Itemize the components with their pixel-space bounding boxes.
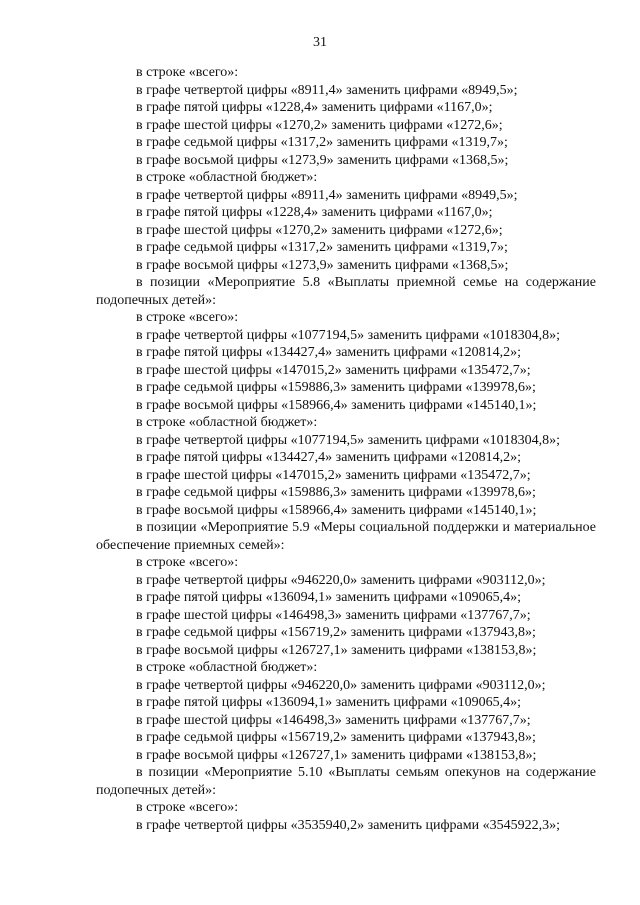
paragraph-line: в графе пятой цифры «134427,4» заменить цифрами «120814,2»; xyxy=(136,450,521,465)
paragraph-line: в графе шестой цифры «1270,2» заменить цифрами «1272,6»; xyxy=(136,117,503,133)
paragraph-line: в строке «всего»: xyxy=(136,555,239,570)
paragraph-line: в строке «областной бюджет»: xyxy=(136,415,318,430)
paragraph-line: в графе восьмой цифры «1273,9» заменить цифрами «1368,5»; xyxy=(136,152,509,168)
paragraph-line: в строке «областной бюджет»: xyxy=(136,170,318,185)
paragraph-line: в графе седьмой цифры «156719,2» заменить цифрами «137943,8»; xyxy=(136,730,536,745)
paragraph-line: в графе восьмой цифры «158966,4» заменить цифрами «145140,1»; xyxy=(136,397,537,413)
position-heading: в позиции «Мероприятие 5.10 «Выплаты семьям опекунов на содержание подопечных детей»: xyxy=(96,765,596,798)
paragraph-line: в графе четвертой цифры «8911,4» заменить цифрами «8949,5»; xyxy=(136,187,518,203)
paragraph-line: в строке «всего»: xyxy=(136,65,239,80)
paragraph-line: в графе четвертой цифры «946220,0» заменить цифрами «903112,0»; xyxy=(136,677,546,693)
paragraph-line: в графе седьмой цифры «159886,3» заменить цифрами «139978,6»; xyxy=(136,380,536,395)
paragraph-line: в строке «областной бюджет»: xyxy=(136,660,318,675)
paragraph-line: в графе восьмой цифры «126727,1» заменить цифрами «138153,8»; xyxy=(136,747,537,763)
paragraph-line: в графе седьмой цифры «156719,2» заменить цифрами «137943,8»; xyxy=(136,625,536,640)
paragraph-line: в графе четвертой цифры «3535940,2» заменить цифрами «3545922,3»; xyxy=(136,817,560,833)
paragraph-line: в графе восьмой цифры «1273,9» заменить цифрами «1368,5»; xyxy=(136,257,509,273)
paragraph-line: в графе четвертой цифры «1077194,5» заменить цифрами «1018304,8»; xyxy=(136,432,560,448)
paragraph-line: в графе седьмой цифры «1317,2» заменить цифрами «1319,7»; xyxy=(136,135,508,150)
paragraph-line: в графе шестой цифры «1270,2» заменить цифрами «1272,6»; xyxy=(136,222,503,238)
paragraph-line: в графе восьмой цифры «158966,4» заменить цифрами «145140,1»; xyxy=(136,502,537,518)
paragraph-line: в строке «всего»: xyxy=(136,310,239,325)
paragraph-line: в графе шестой цифры «146498,3» заменить цифрами «137767,7»; xyxy=(136,712,531,728)
paragraph-line: в графе пятой цифры «134427,4» заменить цифрами «120814,2»; xyxy=(136,345,521,360)
position-heading: в позиции «Мероприятие 5.8 «Выплаты приемной семье на содержание подопечных детей»: xyxy=(96,275,596,308)
paragraph-line: в графе шестой цифры «147015,2» заменить цифрами «135472,7»; xyxy=(136,467,531,483)
paragraph-line: в графе пятой цифры «1228,4» заменить цифрами «1167,0»; xyxy=(136,100,493,115)
paragraph-line: в графе шестой цифры «147015,2» заменить цифрами «135472,7»; xyxy=(136,362,531,378)
paragraph-line: в графе шестой цифры «146498,3» заменить цифрами «137767,7»; xyxy=(136,607,531,623)
paragraph-line: в графе пятой цифры «136094,1» заменить цифрами «109065,4»; xyxy=(136,695,521,710)
paragraph-line: в строке «всего»: xyxy=(136,800,239,815)
paragraph-line: в графе восьмой цифры «126727,1» заменить цифрами «138153,8»; xyxy=(136,642,537,658)
paragraph-line: в графе четвертой цифры «1077194,5» заменить цифрами «1018304,8»; xyxy=(136,327,560,343)
paragraph-line: в графе седьмой цифры «1317,2» заменить цифрами «1319,7»; xyxy=(136,240,508,255)
paragraph-line: в графе седьмой цифры «159886,3» заменить цифрами «139978,6»; xyxy=(136,485,536,500)
paragraph-line: в графе четвертой цифры «946220,0» заменить цифрами «903112,0»; xyxy=(136,572,546,588)
paragraph-line: в графе пятой цифры «136094,1» заменить цифрами «109065,4»; xyxy=(136,590,521,605)
document-body xyxy=(96,64,596,834)
position-heading: в позиции «Мероприятие 5.9 «Меры социальной поддержки и материальное обеспечение приемных семей»: xyxy=(96,520,596,553)
page-number: 31 xyxy=(313,35,327,50)
paragraph-line: в графе четвертой цифры «8911,4» заменить цифрами «8949,5»; xyxy=(136,82,518,98)
paragraph-line: в графе пятой цифры «1228,4» заменить цифрами «1167,0»; xyxy=(136,205,493,220)
